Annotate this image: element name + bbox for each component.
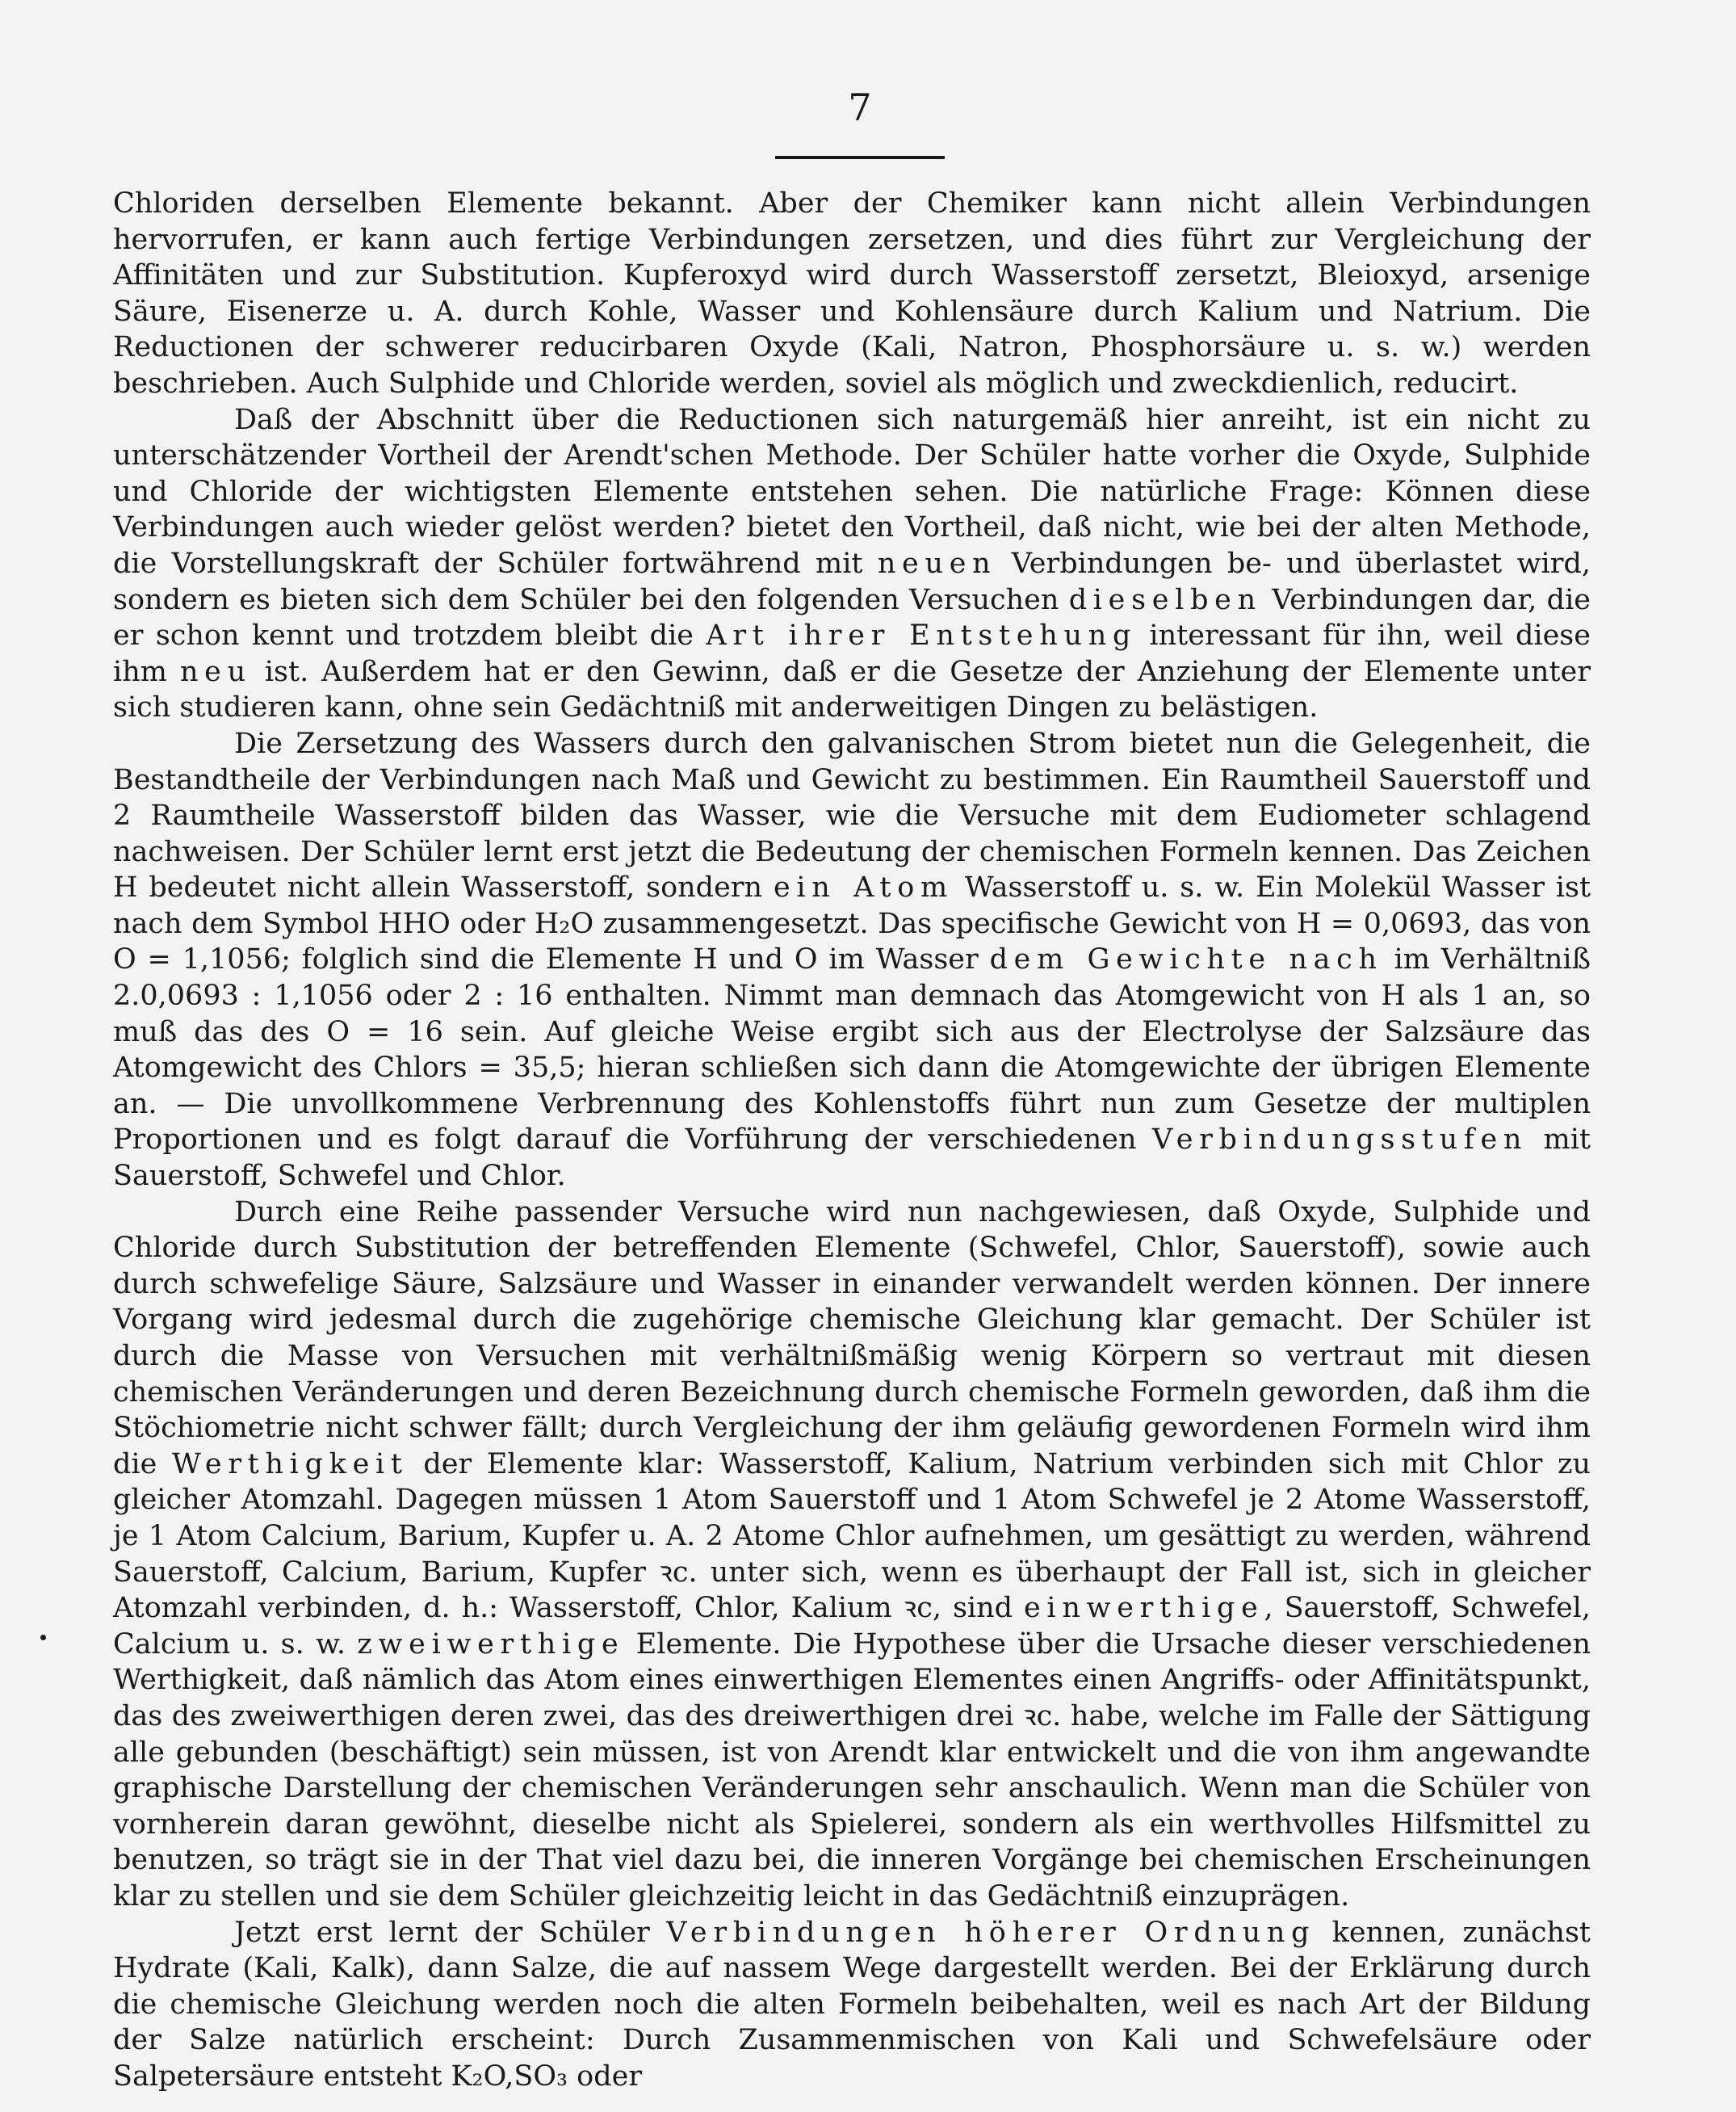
body-text [113,186,1591,2094]
emphasis-span: Art ihrer Entstehung [706,619,1138,653]
text-span: Verbindungen dar, die er schon kennt und trotzdem bleibt die [113,583,1591,653]
emphasis-span: zweiwerthige [357,1627,625,1661]
paragraph-2 [113,402,1591,726]
header-rule [775,156,945,159]
text-span: Verbindungen be- und überlastet wird, sondern es bieten sich dem Schüler bei den folgenden Versuchen [113,547,1591,616]
text-span: mit Sauerstoff, Schwefel und Chlor. [113,1123,1591,1193]
text-span: ist. Außerdem hat er den Gewinn, daß er die Gesetze der Anziehung der Elemente unter sich studieren kann, ohne sein Gedächtniß mit anderweitigen Dingen zu belästigen. [113,655,1591,724]
text-span: Jetzt erst lernt der Schüler [234,1916,667,1949]
text-span: kennen, zunächst Hydrate (Kali, Kalk), dann Salze, die auf nassem Wege dargestellt werden. Bei der Erklärung durch die chemische Gleichung werden noch die alten Formeln beibehalten, weil es nach Art der Bildung der Salze natürlich erscheint: Durch Zusammenmischen von Kali und Schwefelsäure oder Salpetersäure entsteht K₂O,SO₃ oder [113,1916,1591,2093]
text-span: Chloriden derselben Elemente bekannt. Aber der Chemiker kann nicht allein Verbindungen hervorrufen, er kann auch fertige Verbindungen zersetzen, und dies führt zur Vergleichung der Affinitäten und zur Substitution. Kupferoxyd wird durch Wasserstoff zersetzt, Bleioxyd, arsenige Säure, Eisenerze u. A. durch Kohle, Wasser und Kohlensäure durch Kalium und Natrium. Die Reductionen der schwerer reducirbaren Oxyde (Kali, Natron, Phosphorsäure u. s. w.) werden beschrieben. Auch Sulphide und Chloride werden, soviel als möglich und zweckdienlich, reducirt. [113,187,1591,400]
emphasis-span: dem Gewichte nach [989,943,1383,976]
emphasis-span: Werthigkeit [172,1447,409,1480]
text-span: Elemente. Die Hypothese über die Ursache dieser verschiedenen Werthigkeit, daß nämlich das Atom eines einwerthigen Elementes einen Angriffs- oder Affinitätspunkt, das des zweiwerthigen deren zwei, das des dreiwerthigen drei ꝛc. habe, welche im Falle der Sättigung alle gebunden (beschäftigt) sein müssen, ist von Arendt klar entwickelt und die von ihm angewandte graphische Darstellung der chemischen Veränderungen sehr anschaulich. Wenn man die Schüler von vornherein daran gewöhnt, dieselbe nicht als Spielerei, sondern als ein werthvolles Hilfsmittel zu benutzen, so trägt sie in der That viel dazu bei, die inneren Vorgänge bei chemischen Erscheinungen klar zu stellen und sie dem Schüler gleichzeitig leicht in das Gedächtniß einzuprägen. [113,1627,1591,1913]
emphasis-span: Verbindungsstufen [1151,1123,1528,1157]
text-span: Daß der Abschnitt über die Reductionen sich naturgemäß hier anreiht, ist ein nicht zu unterschätzender Vortheil der Arendt'schen Methode. Der Schüler hatte vorher die Oxyde, Sulphide und Chloride der wichtigsten Elemente entstehen sehen. Die natürliche Frage: Können diese Verbindungen auch wieder gelöst werden? bietet den Vortheil, daß nicht, wie bei der alten Methode, die Vorstellungskraft der Schüler fortwährend mit [113,403,1591,580]
paragraph-5 [113,1915,1591,2095]
text-span: der Elemente klar: Wasserstoff, Kalium, Natrium verbinden sich mit Chlor zu gleicher Atomzahl. Dagegen müssen 1 Atom Sauerstoff und 1 Atom Schwefel je 2 Atome Wasserstoff, je 1 Atom Calcium, Barium, Kupfer u. A. 2 Atome Chlor aufnehmen, um gesättigt zu werden, während Sauerstoff, Calcium, Barium, Kupfer ꝛc. unter sich, wenn es überhaupt der Fall ist, sich in gleicher Atomzahl verbinden, d. h.: Wasserstoff, Chlor, Kalium ꝛc, sind [113,1447,1591,1625]
text-span: Durch eine Reihe passender Versuche wird nun nachgewiesen, daß Oxyde, Sulphide und Chloride durch Substitution der betreffenden Elemente (Schwefel, Chlor, Sauerstoff), sowie auch durch schwefelige Säure, Salzsäure und Wasser in einander verwandelt werden können. Der innere Vorgang wird jedesmal durch die zugehörige chemische Gleichung klar gemacht. Der Schüler ist durch die Masse von Versuchen mit verhältnißmäßig wenig Körpern so vertraut mit diesen chemischen Veränderungen und deren Bezeichnung durch chemische Formeln geworden, daß ihm die Stöchiometrie nicht schwer fällt; durch Vergleichung der ihm geläufig gewordenen Formeln wird ihm die [113,1195,1591,1480]
page-number: 7 [848,86,872,129]
emphasis-span: dieselben [1068,583,1262,616]
emphasis-span: neuen [877,547,997,580]
emphasis-span: Verbindungen höherer Ordnung [666,1916,1316,1949]
emphasis-span: ein Atom [773,871,954,905]
emphasis-span: neu [179,655,252,688]
text-span: Wasserstoff u. s. w. Ein Molekül Wasser ist nach dem Symbol HHO oder H₂O zusammengesetzt. Das specifische Gewicht von H = 0,0693, das von O = 1,1056; folglich sind die Elemente H und O im Wasser [113,871,1591,976]
margin-dot [40,1635,46,1640]
paragraph-4 [113,1195,1591,1915]
text-span: , Sauerstoff, Schwefel, Calcium u. s. w. [113,1592,1591,1661]
emphasis-span: einwerthige [1024,1592,1264,1625]
paragraph-3 [113,726,1591,1195]
paragraph-1 [113,186,1591,402]
text-span: im Verhältniß 2.0,0693 : 1,1056 oder 2 : 16 enthalten. Nimmt man demnach das Atomgewicht von H als 1 an, so muß das des O = 16 sein. Auf gleiche Weise ergibt sich aus der Electrolyse der Salzsäure das Atomgewicht des Chlors = 35,5; hieran schließen sich dann die Atomgewichte der übrigen Elemente an. — Die unvollkommene Verbrennung des Kohlenstoffs führt nun zum Gesetze der multiplen Proportionen und es folgt darauf die Vorführung der verschiedenen [113,943,1591,1157]
text-span: interessant für ihn, weil diese ihm [113,619,1591,688]
text-span: Die Zersetzung des Wassers durch den galvanischen Strom bietet nun die Gelegenheit, die Bestandtheile der Verbindungen nach Maß und Gewicht zu bestimmen. Ein Raumtheil Sauerstoff und 2 Raumtheile Wasserstoff bilden das Wasser, wie die Versuche mit dem Eudiometer schlagend nachweisen. Der Schüler lernt erst jetzt die Bedeutung der chemischen Formeln kennen. Das Zeichen H bedeutet nicht allein Wasserstoff, sondern [113,727,1591,905]
